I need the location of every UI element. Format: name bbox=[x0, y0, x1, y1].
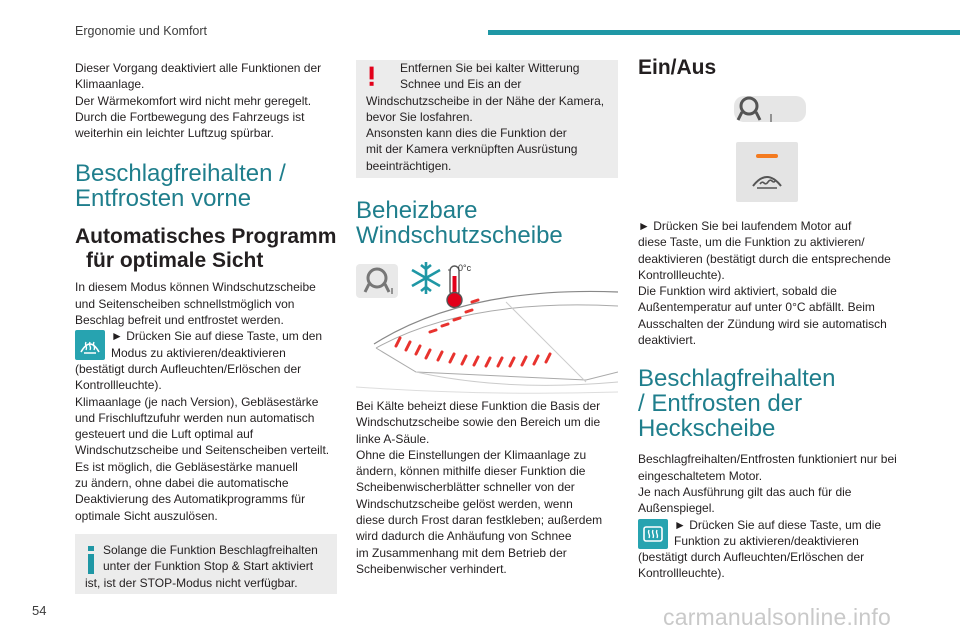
text-line: Kontrollleuchte). bbox=[638, 267, 725, 282]
text-line: Der Wärmekomfort wird nicht mehr geregelt. bbox=[75, 93, 312, 108]
subheading-auto-program bbox=[75, 225, 337, 273]
text-line: gesteuert und die Luft optimal auf bbox=[75, 427, 254, 442]
info-icon bbox=[87, 546, 95, 574]
text-line: Kontrollleuchte). bbox=[638, 566, 725, 581]
text-line: wird dadurch die Anhäufung von Schnee bbox=[356, 529, 572, 544]
text-line: Durch die Fortbewegung des Fahrzeugs ist bbox=[75, 109, 305, 124]
heated-windshield-button[interactable] bbox=[736, 142, 798, 202]
text-line: deaktiviert. bbox=[638, 333, 697, 348]
column-3 bbox=[638, 56, 900, 582]
text-line: Außentemperatur auf unter 0°C abfällt. Beim bbox=[638, 300, 875, 315]
text-line: Entfernen Sie bei kalter Witterung bbox=[400, 61, 580, 75]
text-line: im Zusammenhang mit dem Betrieb der bbox=[356, 545, 567, 560]
info-note bbox=[75, 534, 337, 594]
text-line: und Frischluftzufuhr werden nun automatisch bbox=[75, 410, 315, 425]
indicator-light bbox=[756, 154, 778, 158]
text-line: Scheibenwischer verhindert. bbox=[356, 561, 507, 576]
text-line: Windschutzscheibe sowie den Bereich um die bbox=[356, 415, 601, 430]
text-line: In diesem Modus können Windschutzscheibe bbox=[75, 280, 316, 295]
on-off-text bbox=[638, 218, 900, 348]
text-line: ► Drücken Sie auf diese Taste, um den bbox=[111, 329, 323, 344]
text-line: ► Drücken Sie auf diese Taste, um die bbox=[674, 517, 882, 532]
text-line: ist, ist der STOP-Modus nicht verfügbar. bbox=[85, 575, 298, 590]
section-title: Ergonomie und Komfort bbox=[75, 24, 208, 38]
text-line: Außenspiegel. bbox=[638, 501, 715, 516]
heading-line: Entfrosten vorne bbox=[75, 185, 252, 213]
text-line: linke A-Säule. bbox=[356, 431, 430, 446]
text-line: Beschlag befreit und entfrostet werden. bbox=[75, 313, 284, 328]
heading-line: Beschlagfreihalten / bbox=[75, 160, 286, 188]
text-line: Windschutzscheibe in der Nähe der Kamera, bbox=[366, 93, 605, 108]
text-line: Beschlagfreihalten/Entfrosten funktioniert nur bei bbox=[638, 452, 897, 467]
text-line: Ausschalten der Zündung wird sie automatisch bbox=[638, 316, 887, 331]
intro-text bbox=[75, 60, 337, 141]
text-line: unter der Funktion Stop & Start aktiviert bbox=[103, 559, 314, 574]
text-line: Bei Kälte beheizt diese Funktion die Basis der bbox=[356, 399, 601, 413]
rear-defrost-text bbox=[638, 451, 900, 581]
text-line: Modus zu aktivieren/deaktivieren bbox=[111, 345, 286, 360]
heated-windshield-illustration bbox=[356, 262, 618, 396]
text-line: Scheibenwischerblätter schneller von der bbox=[356, 480, 575, 495]
text-line: Die Funktion wird aktiviert, sobald die bbox=[638, 284, 837, 299]
text-line: Windschutzscheibe und Seitenscheiben verteilt. bbox=[75, 443, 330, 458]
windshield-defrost-icon bbox=[751, 166, 783, 190]
text-line: ändern, können mithilfe dieser Funktion die bbox=[356, 464, 586, 479]
header-accent-bar bbox=[488, 30, 960, 35]
text-line: (bestätigt durch Aufleuchten/Erlöschen der bbox=[75, 361, 302, 376]
text-line: ► Drücken Sie bei laufendem Motor auf bbox=[638, 219, 852, 233]
text-line: Deaktivierung des Automatikprogramms für bbox=[75, 492, 306, 507]
text-line: bevor Sie losfahren. bbox=[366, 109, 473, 124]
text-line: optimale Sicht auszulösen. bbox=[75, 508, 218, 523]
front-defrost-button-icon bbox=[75, 330, 105, 360]
text-line: Klimaanlage (je nach Version), Gebläsestärke bbox=[75, 394, 319, 409]
column-2 bbox=[356, 60, 618, 577]
page-number: 54 bbox=[32, 603, 47, 618]
text-line: Schnee und Eis an der bbox=[400, 77, 522, 92]
heading-front-defrost bbox=[75, 161, 337, 211]
snowflake-icon bbox=[412, 262, 440, 294]
heated-windshield-text bbox=[356, 398, 618, 577]
zero-degree-label: 0°c bbox=[458, 263, 472, 273]
text-line: Kontrollleuchte). bbox=[75, 378, 162, 393]
heading-line: Automatisches Programm bbox=[75, 225, 337, 249]
rear-defrost-button-icon bbox=[638, 519, 668, 549]
heading-line: Beschlagfreihalten bbox=[638, 365, 836, 393]
text-line: eingeschaltetem Motor. bbox=[638, 468, 763, 483]
text-line: Windschutzscheibe gelöst werden, wenn bbox=[356, 496, 573, 511]
text-line: Funktion zu aktivieren/deaktivieren bbox=[674, 533, 859, 548]
text-line: Solange die Funktion Beschlagfreihalten bbox=[103, 542, 318, 557]
text-line: weiterhin ein leichter Luftzug spürbar. bbox=[75, 126, 274, 141]
text-line: Ohne die Einstellungen der Klimaanlage zu bbox=[356, 447, 587, 462]
press-instruction bbox=[75, 328, 337, 524]
heading-line: Beheizbare bbox=[356, 197, 478, 224]
text-line: (bestätigt durch Aufleuchten/Erlöschen der bbox=[638, 550, 865, 565]
warning-note bbox=[356, 60, 618, 178]
heading-line: Heckscheibe bbox=[638, 415, 776, 443]
text-line: deaktivieren (bestätigt durch die entsprechende bbox=[638, 251, 891, 266]
text-line: Je nach Ausführung gilt das auch für die bbox=[638, 484, 852, 499]
text-line: mit der Kamera verknüpften Ausrüstung bbox=[366, 142, 578, 157]
column-1 bbox=[75, 60, 337, 594]
warning-icon bbox=[368, 64, 376, 90]
mode-text bbox=[75, 279, 337, 328]
text-line: diese durch Frost daran festkleben; außerdem bbox=[356, 513, 603, 528]
heading-line: Windschutzscheibe bbox=[356, 222, 563, 249]
text-line: Ansonsten kann dies die Funktion der bbox=[366, 126, 567, 141]
watermark: carmanualsonline.info bbox=[663, 604, 891, 630]
steering-wheel-pictogram bbox=[638, 94, 900, 130]
text-line: diese Taste, um die Funktion zu aktivieren/ bbox=[638, 235, 865, 250]
heading-line: / Entfrosten der bbox=[638, 390, 803, 418]
text-line: zu ändern, ohne dabei die automatische bbox=[75, 476, 289, 491]
heading-rear-defrost bbox=[638, 366, 900, 441]
steering-wheel-icon bbox=[356, 264, 398, 298]
text-line: Klimaanlage. bbox=[75, 77, 145, 92]
heading-heated-windshield bbox=[356, 198, 618, 248]
text-line: und Seitenscheiben schnellstmöglich von bbox=[75, 296, 295, 311]
heat-waves bbox=[396, 300, 550, 366]
text-line: Es ist möglich, die Gebläsestärke manuell bbox=[75, 459, 298, 474]
text-line: Dieser Vorgang deaktiviert alle Funktionen der bbox=[75, 61, 322, 75]
heading-on-off: Ein/Aus bbox=[638, 56, 717, 79]
heading-line: für optimale Sicht bbox=[86, 249, 264, 273]
text-line: beeinträchtigen. bbox=[366, 158, 452, 173]
